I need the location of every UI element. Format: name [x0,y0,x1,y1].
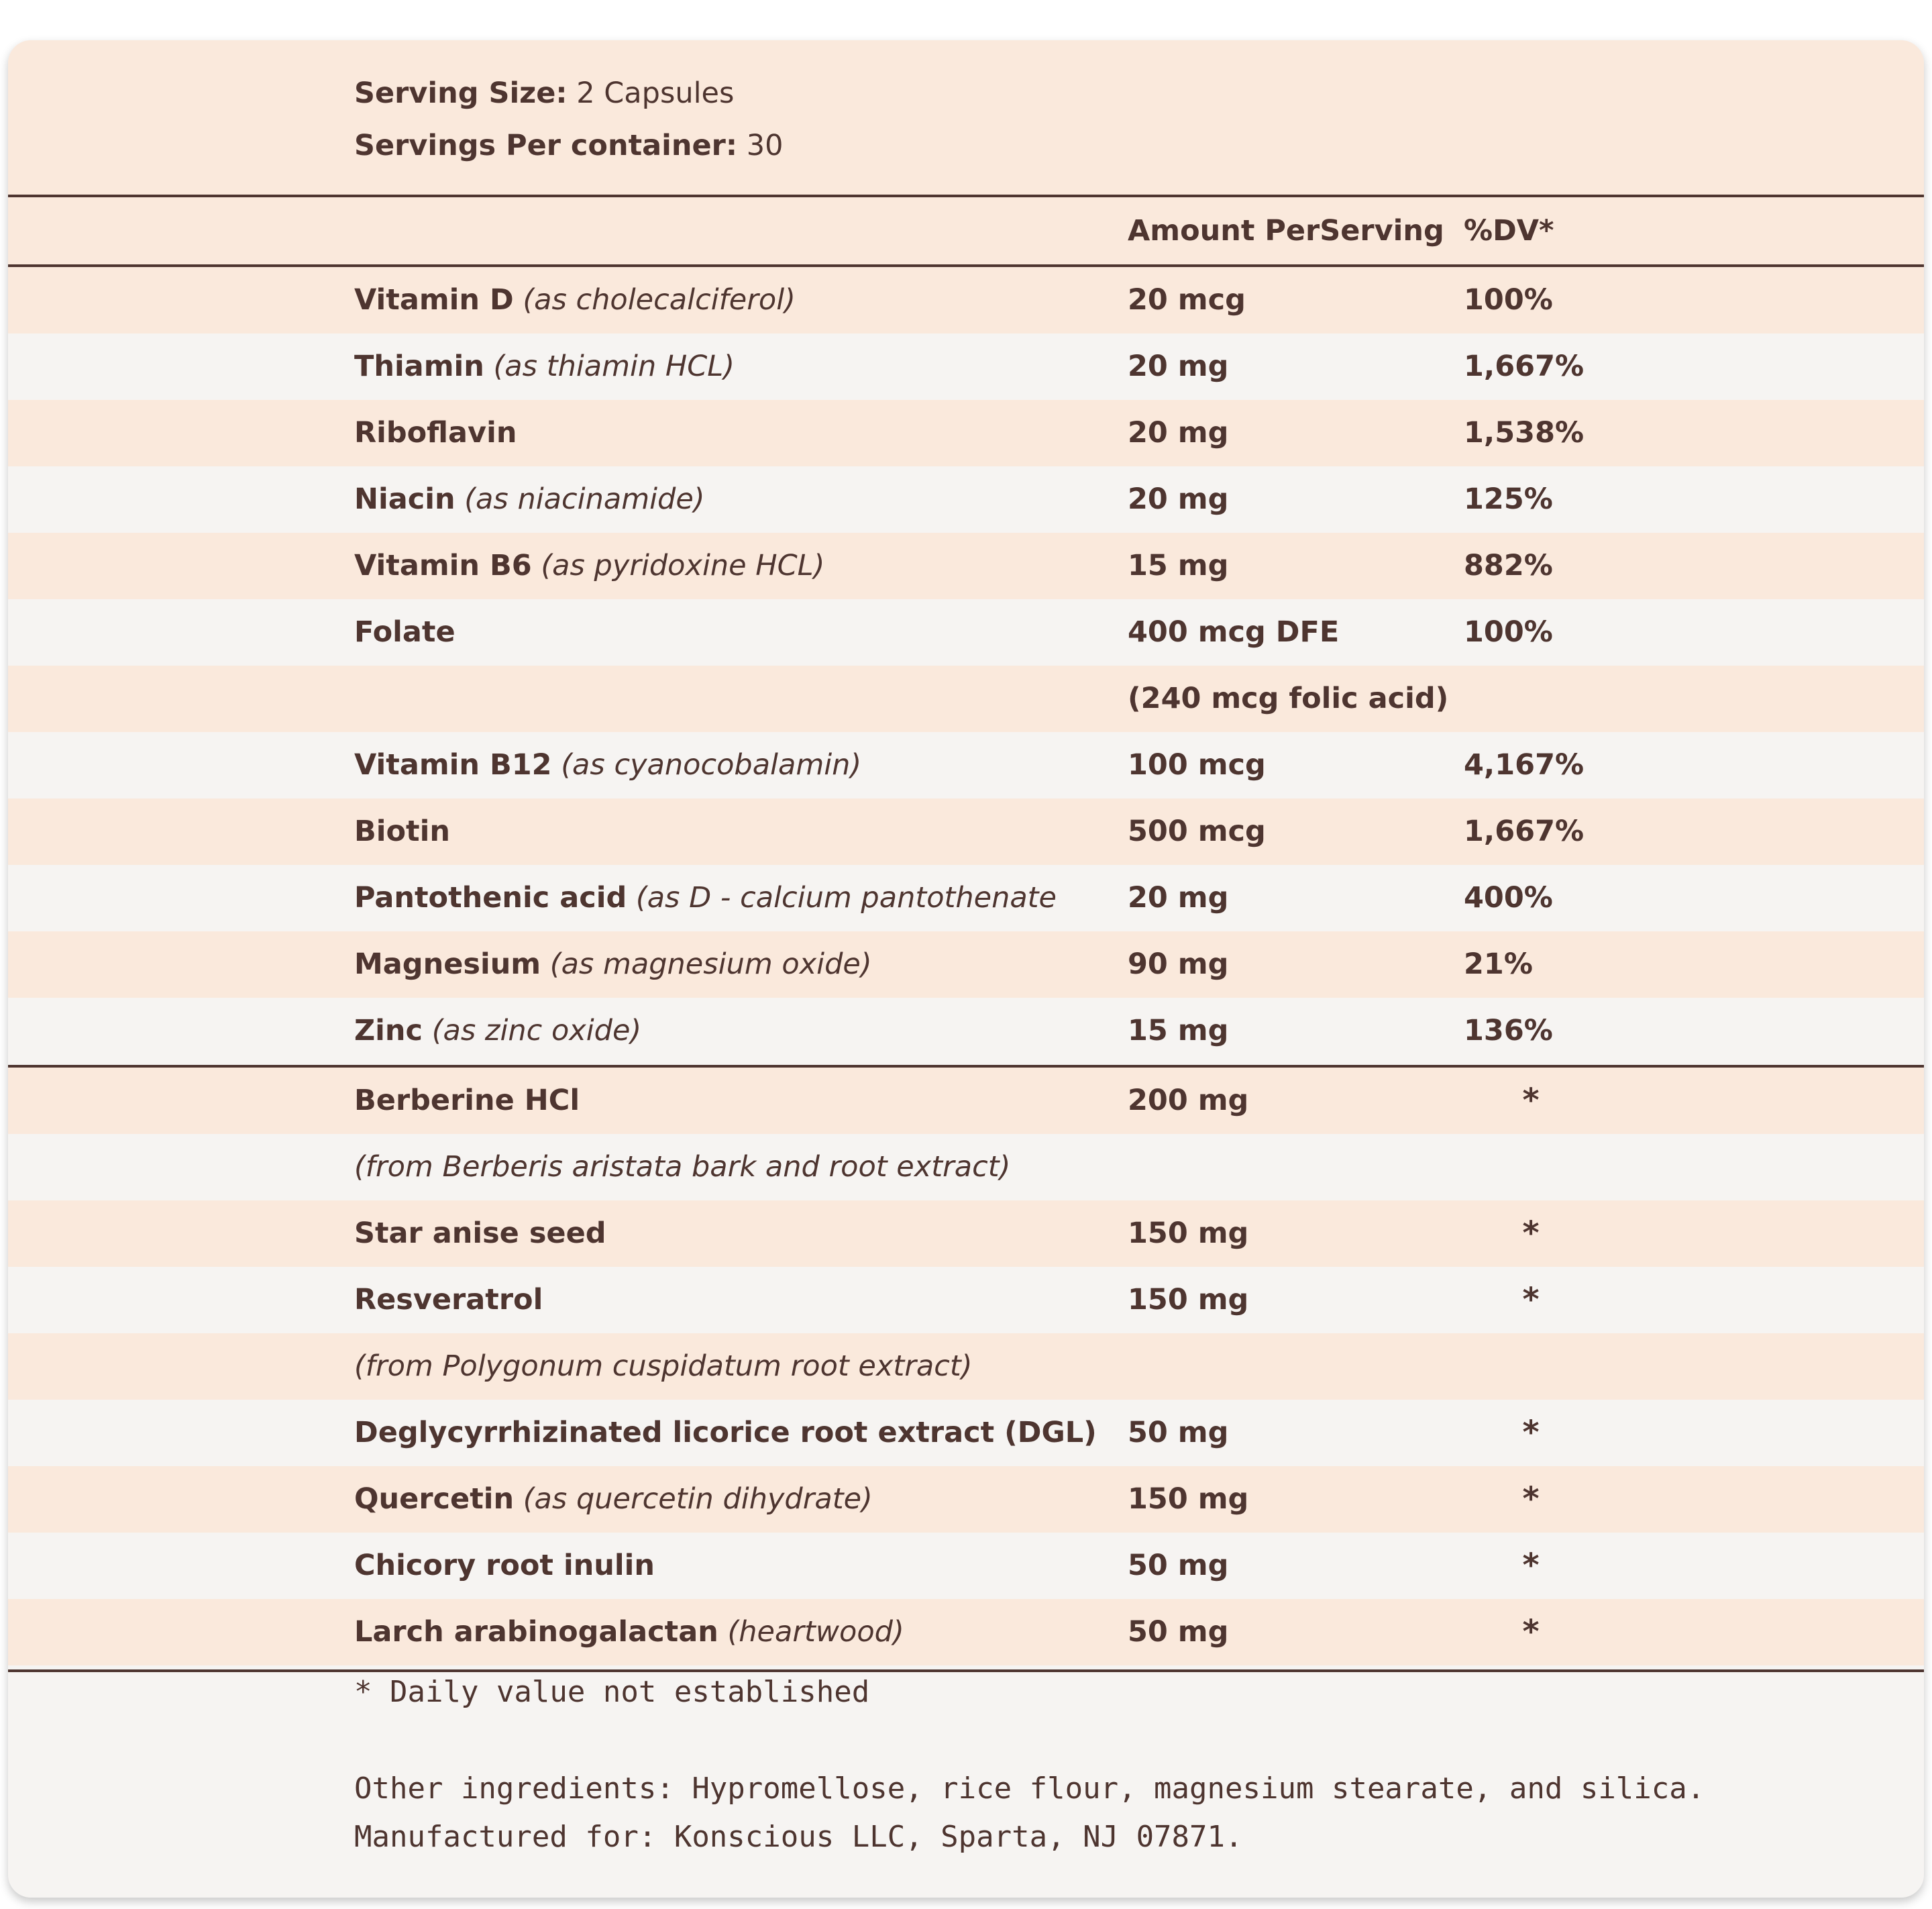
daily-value-cell: 4,167% [1464,748,1585,782]
servings-per-container [354,129,783,162]
ingredient-cell [354,1533,1106,1599]
table-row [8,998,1924,1064]
daily-value-cell: * [1522,1613,1540,1651]
table-row [8,865,1924,931]
table-row [8,1599,1924,1665]
ingredient-name: Vitamin B12 [354,748,552,782]
other-ingredients: Other ingredients: Hypromellose, rice flour, magnesium stearate, and silica. [354,1771,1705,1806]
ingredient-source: (as thiamin HCL) [484,350,735,383]
amount-cell: 20 mg [1128,350,1229,383]
ingredient-source: (heartwood) [718,1615,904,1649]
ingredient-cell [354,1134,1106,1200]
daily-value-cell: * [1522,1414,1540,1451]
table-row [8,1200,1924,1267]
amount-cell: 150 mg [1128,1283,1249,1317]
daily-value-cell: * [1522,1082,1540,1119]
amount-cell: (240 mcg folic acid) [1128,682,1449,715]
ingredient-cell [354,1466,1106,1533]
serving-size [354,76,734,110]
serving-size-value: 2 Capsules [567,76,735,110]
amount-cell: 20 mg [1128,482,1229,516]
ingredient-name: Vitamin B6 [354,549,532,582]
daily-value-header: %DV* [1464,214,1554,248]
daily-value-cell: * [1522,1480,1540,1518]
amount-cell: 20 mcg [1128,283,1246,317]
ingredient-source: (as niacinamide) [455,482,705,516]
daily-value-cell: 882% [1464,549,1553,582]
ingredient-name: Larch arabinogalactan [354,1615,718,1649]
table-row [8,466,1924,533]
daily-value-cell: 21% [1464,947,1533,981]
amount-cell: 20 mg [1128,416,1229,450]
ingredient-name: Riboflavin [354,416,517,450]
ingredient-name: Folate [354,615,455,649]
table-row [8,1533,1924,1599]
ingredient-name: Resveratrol [354,1283,543,1317]
manufacturer-info: Manufactured for: Konscious LLC, Sparta, NJ 07871. [354,1820,1243,1854]
ingredient-name: Chicory root inulin [354,1549,655,1582]
ingredient-cell [354,732,1106,798]
ingredient-cell [354,666,1106,732]
ingredient-name: Berberine HCl [354,1084,580,1117]
ingredient-cell [354,1599,1106,1665]
amount-per-serving-header: Amount PerServing [1128,214,1444,248]
daily-value-cell: * [1522,1547,1540,1584]
daily-value-cell: 100% [1464,283,1553,317]
serving-size-label: Serving Size: [354,76,568,110]
daily-value-cell: * [1522,1281,1540,1319]
table-row [8,1466,1924,1533]
table-row [8,400,1924,466]
table-row [8,599,1924,666]
ingredient-cell [354,1068,1106,1134]
daily-value-cell: 400% [1464,881,1553,915]
table-row [8,1068,1924,1134]
serving-info-band [8,40,1924,196]
ingredient-source: (from Polygonum cuspidatum root extract) [354,1349,973,1383]
daily-value-cell: 136% [1464,1014,1553,1047]
amount-cell: 500 mcg [1128,815,1266,848]
ingredient-cell [354,400,1106,466]
daily-value-cell: 1,538% [1464,416,1585,450]
table-row [8,931,1924,998]
daily-value-note: * Daily value not established [354,1675,870,1709]
ingredient-cell [354,333,1106,400]
daily-value-cell: 100% [1464,615,1553,649]
ingredient-cell [354,1200,1106,1267]
ingredient-cell [354,931,1106,998]
supplement-facts-panel [8,40,1924,1898]
ingredient-name: Thiamin [354,350,484,383]
amount-cell: 15 mg [1128,549,1229,582]
daily-value-cell: 125% [1464,482,1553,516]
ingredient-cell [354,1333,1106,1400]
ingredient-source: (as cyanocobalamin) [551,748,862,782]
amount-cell: 400 mcg DFE [1128,615,1340,649]
daily-value-cell: 1,667% [1464,350,1585,383]
ingredient-cell [354,998,1106,1064]
amount-cell: 100 mcg [1128,748,1266,782]
ingredient-name: Quercetin [354,1482,515,1516]
table-row [8,1134,1924,1200]
table-row [8,1333,1924,1400]
daily-value-cell: * [1522,1215,1540,1252]
ingredient-cell [354,533,1106,599]
table-row [8,333,1924,400]
ingredient-source: (from Berberis aristata bark and root extract) [354,1150,1011,1184]
amount-cell: 90 mg [1128,947,1229,981]
ingredient-name: Zinc [354,1014,423,1047]
divider-bottom [8,1669,1924,1672]
table-row [8,798,1924,865]
ingredient-source: (as D - calcium pantothenate [627,881,1057,915]
ingredient-name: Vitamin D [354,283,514,317]
ingredient-name: Niacin [354,482,455,516]
amount-cell: 150 mg [1128,1217,1249,1250]
ingredient-name: Star anise seed [354,1217,606,1250]
amount-cell: 200 mg [1128,1084,1249,1117]
amount-cell: 15 mg [1128,1014,1229,1047]
table-row [8,666,1924,732]
ingredient-name: Pantothenic acid [354,881,627,915]
ingredient-source: (as zinc oxide) [423,1014,642,1047]
ingredient-source: (as pyridoxine HCL) [531,549,825,582]
table-row [8,1267,1924,1333]
servings-per-container-value: 30 [737,129,784,162]
ingredient-cell [354,865,1106,931]
ingredient-name: Biotin [354,815,450,848]
table-row [8,267,1924,333]
ingredient-name: Magnesium [354,947,541,981]
ingredient-cell [354,1400,1106,1466]
ingredient-name: Deglycyrrhizinated licorice root extract (DGL) [354,1416,1097,1449]
amount-cell: 50 mg [1128,1549,1229,1582]
ingredient-cell [354,466,1106,533]
column-header-row [8,197,1924,264]
ingredient-source: (as quercetin dihydrate) [514,1482,873,1516]
table-row [8,533,1924,599]
ingredient-cell [354,599,1106,666]
ingredient-cell [354,267,1106,333]
amount-cell: 20 mg [1128,881,1229,915]
servings-per-container-label: Servings Per container: [354,129,738,162]
table-row [8,1400,1924,1466]
table-row [8,732,1924,798]
amount-cell: 50 mg [1128,1416,1229,1449]
ingredient-cell [354,798,1106,865]
ingredient-source: (as magnesium oxide) [541,947,872,981]
ingredient-source: (as cholecalciferol) [513,283,796,317]
daily-value-cell: 1,667% [1464,815,1585,848]
ingredient-cell [354,1267,1106,1333]
amount-cell: 50 mg [1128,1615,1229,1649]
amount-cell: 150 mg [1128,1482,1249,1516]
